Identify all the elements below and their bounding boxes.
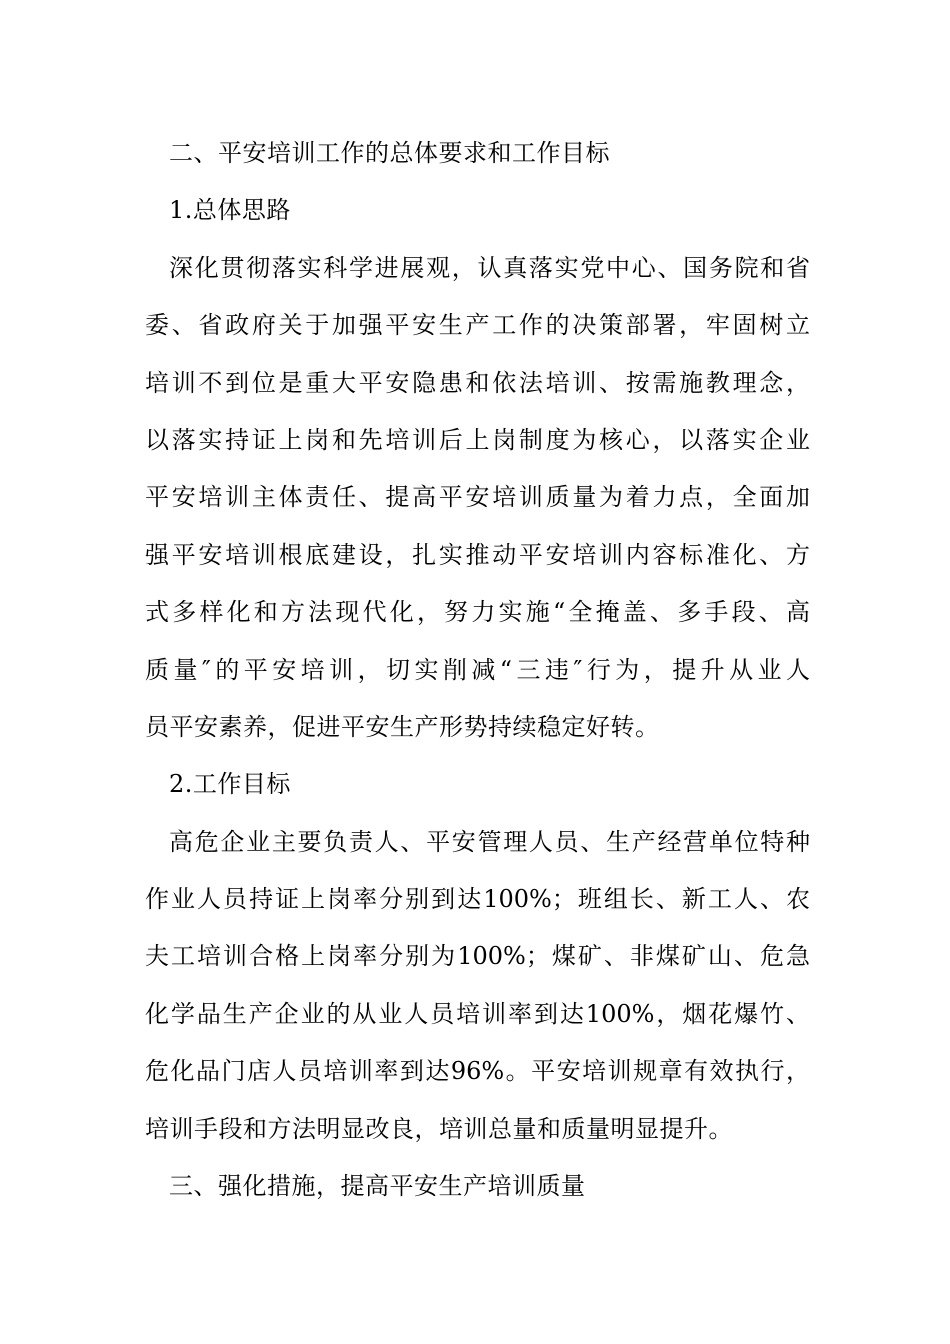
paragraph-line: 员平安素养，促进平安生产形势持续稳定好转。 — [145, 712, 660, 741]
paragraph-line: 质量″的平安培训，切实削减“三违″行为，提升从业人 — [145, 655, 810, 684]
paragraph-line: 培训不到位是重大平安隐患和依法培训、按需施教理念， — [145, 368, 810, 397]
subsection-heading: 1.总体思路 — [169, 196, 291, 225]
body-text — [145, 125, 810, 1215]
paragraph-line: 式多样化和方法现代化，努力实施“全掩盖、多手段、高 — [145, 598, 810, 627]
section-heading: 二、平安培训工作的总体要求和工作目标 — [169, 139, 610, 167]
paragraph-line: 培训手段和方法明显改良，培训总量和质量明显提升。 — [145, 1114, 733, 1143]
paragraph-line: 平安培训主体责任、提高平安培训质量为着力点，全面加 — [145, 483, 810, 512]
paragraph-line: 以落实持证上岗和先培训后上岗制度为核心，以落实企业 — [145, 425, 810, 454]
paragraph-line: 强平安培训根底建设，扎实推动平安培训内容标准化、方 — [145, 540, 810, 569]
paragraph-line: 作业人员持证上岗率分别到达100%；班组长、新工人、农 — [145, 885, 810, 914]
subsection-heading: 2.工作目标 — [169, 770, 291, 799]
paragraph-line: 夫工培训合格上岗率分别为100%；煤矿、非煤矿山、危急 — [145, 942, 810, 971]
paragraph-line: 危化品门店人员培训率到达96%。平安培训规章有效执行， — [145, 1057, 810, 1086]
paragraph-line: 化学品生产企业的从业人员培训率到达100%，烟花爆竹、 — [145, 999, 810, 1028]
section-heading: 三、强化措施，提高平安生产培训质量 — [169, 1172, 586, 1201]
paragraph-line: 高危企业主要负责人、平安管理人员、生产经营单位特种 — [169, 827, 810, 856]
paragraph-line: 委、省政府关于加强平安生产工作的决策部署，牢固树立 — [145, 311, 810, 340]
paragraph-line: 深化贯彻落实科学进展观，认真落实党中心、国务院和省 — [169, 253, 810, 282]
